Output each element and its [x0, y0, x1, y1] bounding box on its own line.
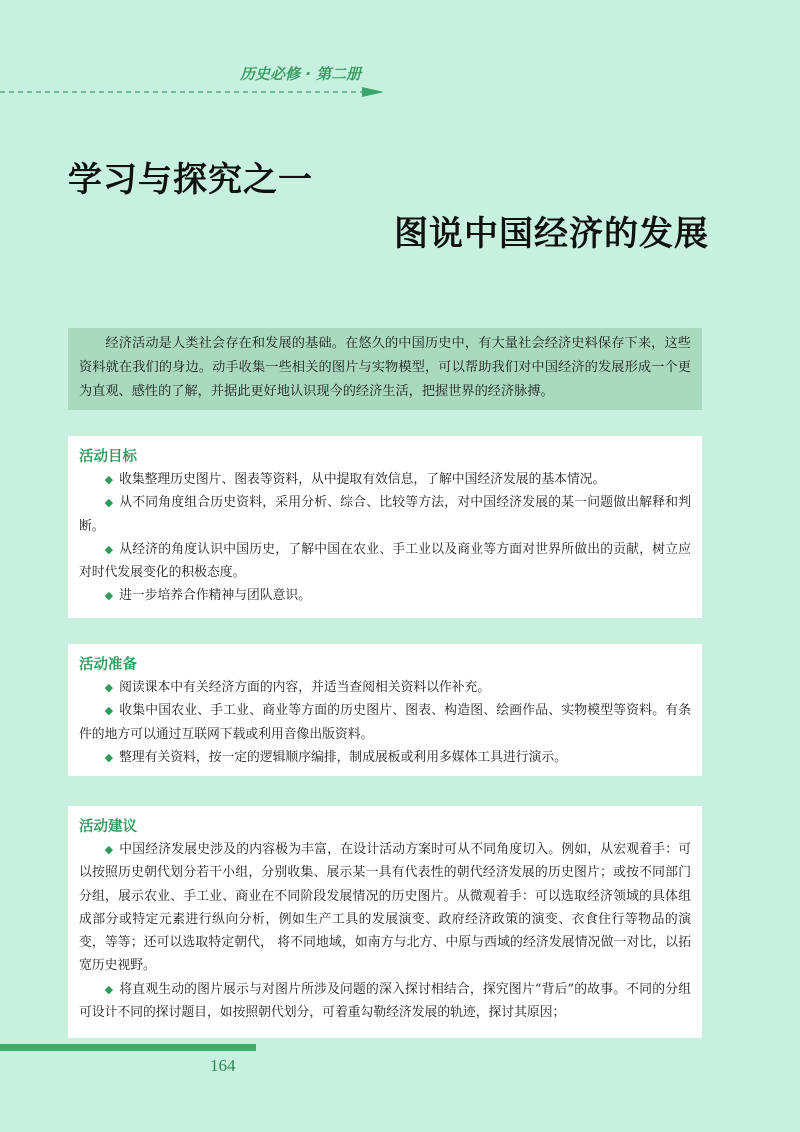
- intro-text: 经济活动是人类社会存在和发展的基础。在悠久的中国历史中，有大量社会经济史料保存下来，这些资料就在我们的身边。动手收集一些相关的图片与实物模型，可以帮助我们对中国经济的发展形成一个更为直观、感性的了解，并据此更好地认识现今的经济生活，把握世界的经济脉搏。: [79, 336, 691, 399]
- diamond-bullet-icon: ◆: [104, 681, 114, 694]
- header-dashed-arrow: [0, 86, 390, 98]
- list-item: ◆ 从不同角度组合历史资料，采用分析、综合、比较等方法，对中国经济发展的某一问题做出解释和判断。: [79, 495, 692, 534]
- section-activity-goals: [68, 436, 702, 618]
- diamond-bullet-icon: ◆: [104, 843, 114, 856]
- list-item: ◆ 阅读课本中有关经济方面的内容，并适当查阅相关资料以作补充。: [104, 680, 491, 695]
- section-activity-suggestions: [68, 806, 702, 1038]
- list-item: ◆ 收集中国农业、手工业、商业等方面的历史图片、图表、构造图、绘画作品、实物模型等资料。有条件的地方可以通过互联网下载或利用音像出版资料。: [79, 703, 692, 742]
- title-line-1: 学习与探究之一: [68, 160, 313, 200]
- list-item: ◆ 从经济的角度认识中国历史，了解中国在农业、手工业以及商业等方面对世界所做出的贡献，树立应对时代发展变化的积极态度。: [79, 541, 692, 581]
- diamond-bullet-icon: ◆: [104, 982, 114, 996]
- list-item: ◆ 收集整理历史图片、图表等资料，从中提取有效信息，了解中国经济发展的基本情况。: [104, 472, 606, 487]
- diamond-bullet-icon: ◆: [104, 473, 114, 486]
- diamond-bullet-icon: ◆: [104, 542, 114, 556]
- list-item: ◆ 中国经济发展史涉及的内容极为丰富，在设计活动方案时可从不同角度切入。例如，从宏观着手：可以按照历史朝代划分若干小组，分别收集、展示某一具有代表性的朝代经济发展的历史图片；或按不同部门分组，展示农业、手工业、商业在不同阶段发展情况的历史图片。从微观着手：可以选取经济领域的具体组成部分或特定元素进行纵向分析，例如生产工具的发展演变、政府经济政策的演变、衣食住行等物品的演变，等等；还可以选取特定朝代， 将不同地域，如南方与北方、中原与西域的经济发展情况做一对比，以拓宽历史视野。: [79, 842, 692, 974]
- title-line-2: 图说中国经济的发展: [394, 214, 709, 254]
- diamond-bullet-icon: ◆: [104, 589, 114, 603]
- section-heading: 活动目标: [79, 449, 137, 465]
- list-item: ◆ 整理有关资料，按一定的逻辑顺序编排，制成展板或利用多媒体工具进行演示。: [104, 749, 567, 765]
- diamond-bullet-icon: ◆: [104, 496, 114, 510]
- diamond-bullet-icon: ◆: [104, 704, 114, 718]
- intro-box: [68, 328, 702, 410]
- footer-bar: [0, 1044, 256, 1051]
- section-heading: 活动准备: [79, 657, 137, 673]
- section-activity-preparation: [68, 644, 702, 776]
- diamond-bullet-icon: ◆: [104, 750, 114, 764]
- book-title: 历史必修 · 第二册: [240, 65, 362, 83]
- section-heading: 活动建议: [79, 819, 137, 835]
- list-item: ◆ 将直观生动的图片展示与对图片所涉及问题的深入探讨相结合，探究图片“背后”的故事。不同的分组可设计不同的探讨题目，如按照朝代划分，可着重勾勒经济发展的轨迹，探讨其原因；: [79, 981, 691, 1021]
- list-item: ◆ 进一步培养合作精神与团队意识。: [104, 588, 312, 604]
- page-number: 164: [210, 1056, 236, 1075]
